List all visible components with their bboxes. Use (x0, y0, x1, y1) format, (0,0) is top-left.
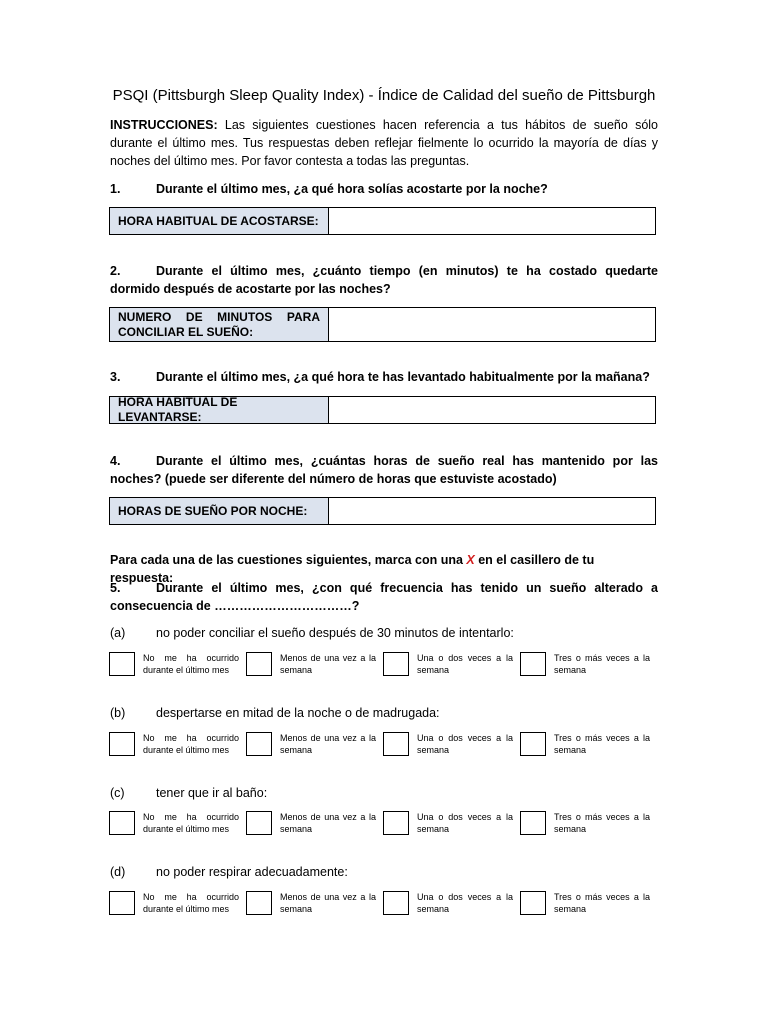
wake-time-answer-field[interactable] (329, 397, 655, 423)
option-label: Una o dos veces a la semana (417, 653, 513, 675)
option-row-b (109, 732, 659, 760)
subitem-text: despertarse en mitad de la noche o de madrugada: (156, 706, 440, 720)
question-number: 4. (110, 454, 121, 468)
option-label: No me ha ocurrido durante el último mes (143, 653, 239, 675)
checkbox-never[interactable] (109, 891, 135, 915)
option-row-c (109, 811, 659, 839)
instructions-label: INSTRUCCIONES: (110, 118, 218, 132)
checkbox-once-or-twice[interactable] (383, 732, 409, 756)
subitem-letter: (a) (110, 626, 126, 640)
checkbox-once-or-twice[interactable] (383, 652, 409, 676)
option-row-d (109, 891, 659, 919)
answer-label: NUMERO DE MINUTOS PARA CONCILIAR EL SUEÑO: (110, 308, 329, 341)
answer-label: HORAS DE SUEÑO POR NOCHE: (110, 498, 329, 524)
answer-label: HORA HABITUAL DE LEVANTARSE: (110, 397, 329, 423)
subitem-b (110, 704, 658, 722)
option-label: Tres o más veces a la semana (554, 733, 650, 755)
answer-box-2 (109, 307, 656, 342)
checkbox-less-than-once[interactable] (246, 652, 272, 676)
question-text: Durante el último mes, ¿con qué frecuencia has tenido un sueño alterado a consecuencia de ……………………………? (110, 581, 658, 613)
question-1 (110, 180, 658, 198)
bedtime-answer-field[interactable] (329, 208, 655, 234)
answer-box-3 (109, 396, 656, 424)
question-number: 5. (110, 581, 121, 595)
checkbox-once-or-twice[interactable] (383, 891, 409, 915)
option-label: Tres o más veces a la semana (554, 812, 650, 834)
option-label: Menos de una vez a la semana (280, 892, 376, 914)
checkbox-never[interactable] (109, 732, 135, 756)
document-title: PSQI (Pittsburgh Sleep Quality Index) - Índice de Calidad del sueño de Pittsburgh (112, 87, 656, 104)
option-label: No me ha ocurrido durante el último mes (143, 892, 239, 914)
question-number: 2. (110, 264, 121, 278)
option-label: Menos de una vez a la semana (280, 653, 376, 675)
option-label: No me ha ocurrido durante el último mes (143, 812, 239, 834)
option-label: Tres o más veces a la semana (554, 653, 650, 675)
instruction-text-after: en el casillero de tu respuesta: (110, 553, 595, 585)
option-label: Menos de una vez a la semana (280, 812, 376, 834)
question-number: 3. (110, 370, 121, 384)
subitem-a (110, 624, 658, 642)
answer-box-4 (109, 497, 656, 525)
sleep-hours-answer-field[interactable] (329, 498, 655, 524)
question-4 (110, 452, 658, 488)
checkbox-once-or-twice[interactable] (383, 811, 409, 835)
checkbox-less-than-once[interactable] (246, 732, 272, 756)
checkbox-three-or-more[interactable] (520, 811, 546, 835)
checkbox-less-than-once[interactable] (246, 891, 272, 915)
option-row-a (109, 652, 659, 680)
question-text: Durante el último mes, ¿a qué hora solías acostarte por la noche? (156, 182, 548, 196)
subitem-text: no poder conciliar el sueño después de 30 minutos de intentarlo: (156, 626, 514, 640)
subitem-d (110, 863, 658, 881)
option-label: No me ha ocurrido durante el último mes (143, 733, 239, 755)
option-label: Una o dos veces a la semana (417, 812, 513, 834)
option-label: Menos de una vez a la semana (280, 733, 376, 755)
instruction-text-before: Para cada una de las cuestiones siguientes, marca con una (110, 553, 467, 567)
subitem-text: no poder respirar adecuadamente: (156, 865, 348, 879)
instructions-paragraph (110, 116, 658, 170)
answer-label: HORA HABITUAL DE ACOSTARSE: (110, 208, 329, 234)
question-2 (110, 262, 658, 298)
question-3 (110, 368, 658, 386)
option-label: Una o dos veces a la semana (417, 733, 513, 755)
subitem-letter: (b) (110, 706, 126, 720)
minutes-to-sleep-answer-field[interactable] (329, 308, 655, 341)
checkbox-three-or-more[interactable] (520, 891, 546, 915)
subitem-c (110, 784, 658, 802)
question-number: 1. (110, 182, 121, 196)
answer-box-1 (109, 207, 656, 235)
question-text: Durante el último mes, ¿cuántas horas de sueño real has mantenido por las noches? (puede ser diferente del número de horas que estuviste acostado) (110, 454, 658, 486)
subitem-letter: (d) (110, 865, 126, 879)
question-text: Durante el último mes, ¿cuánto tiempo (en minutos) te ha costado quedarte dormido después de acostarte por las noches? (110, 264, 658, 296)
checkbox-three-or-more[interactable] (520, 652, 546, 676)
option-label: Una o dos veces a la semana (417, 892, 513, 914)
question-5 (110, 579, 658, 615)
checkbox-never[interactable] (109, 811, 135, 835)
subitem-text: tener que ir al baño: (156, 786, 268, 800)
checkbox-less-than-once[interactable] (246, 811, 272, 835)
checkbox-three-or-more[interactable] (520, 732, 546, 756)
question-text: Durante el último mes, ¿a qué hora te has levantado habitualmente por la mañana? (156, 370, 650, 384)
subitem-letter: (c) (110, 786, 125, 800)
x-mark: X (466, 553, 475, 567)
option-label: Tres o más veces a la semana (554, 892, 650, 914)
instructions-text: Las siguientes cuestiones hacen referencia a tus hábitos de sueño sólo durante el último mes. Tus respuestas deben reflejar fielmente lo ocurrido la mayoría de días y noches del último mes. Por favor contesta a todas las preguntas. (110, 118, 658, 168)
checkbox-never[interactable] (109, 652, 135, 676)
